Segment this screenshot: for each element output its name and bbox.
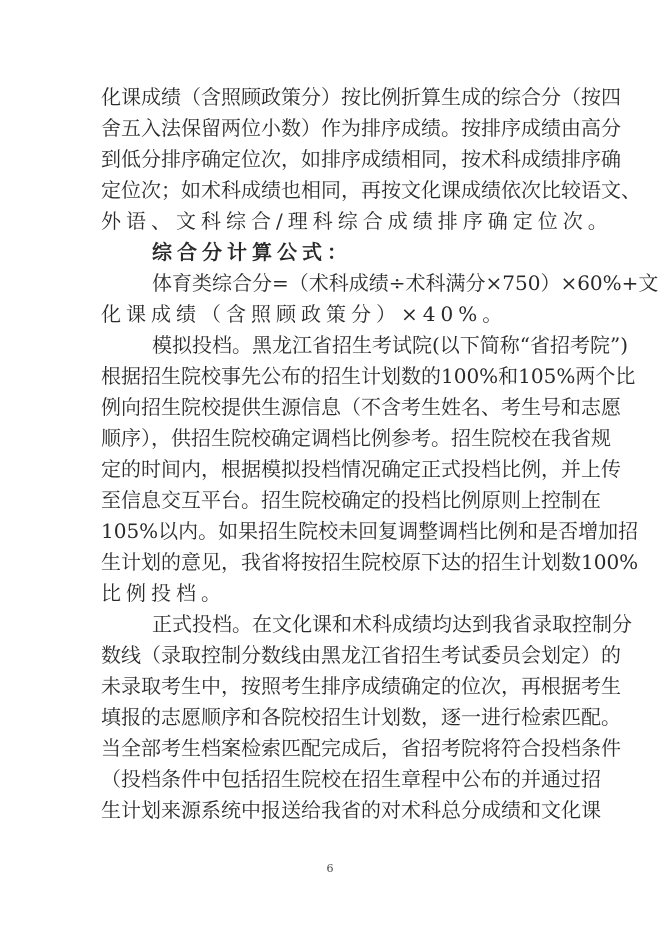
text-line: 根据招生院校事先公布的招生计划数的100%和105%两个比 bbox=[101, 364, 636, 388]
text-line: 定的时间内，根据模拟投档情况确定正式投档比例，并上传 bbox=[101, 457, 621, 481]
text-line: 未录取考生中，按照考生排序成绩确定的位次，再根据考生 bbox=[101, 674, 621, 698]
paragraph-ranking bbox=[101, 82, 641, 237]
text-line: 外语、文科综合/理科综合成绩排序确定位次。 bbox=[101, 209, 613, 233]
paragraph-formal-filing bbox=[101, 609, 632, 826]
text-line: 生计划来源系统中报送给我省的对术科总分成绩和文化课 bbox=[101, 798, 601, 822]
text-line: 化课成绩（含照顾政策分）按比例折算生成的综合分（按四 bbox=[101, 85, 621, 109]
document-body bbox=[101, 82, 659, 826]
text-line: 舍五入法保留两位小数）作为排序成绩。按排序成绩由高分 bbox=[101, 116, 621, 140]
text-line: 填报的志愿顺序和各院校招生计划数，逐一进行检索匹配。 bbox=[101, 705, 621, 729]
text-line: （投档条件中包括招生院校在招生章程中公布的并通过招 bbox=[101, 767, 601, 791]
page-number: 6 bbox=[326, 862, 334, 875]
text-line: 生计划的意见，我省将按招生院校原下达的招生计划数100% bbox=[101, 550, 639, 574]
text-line: 到低分排序确定位次，如排序成绩相同，按术科成绩排序确 bbox=[101, 147, 621, 171]
text-line: 例向招生院校提供生源信息（不含考生姓名、考生号和志愿 bbox=[101, 395, 621, 419]
text-line: 当全部考生档案检索匹配完成后，省招考院将符合投档条件 bbox=[101, 736, 621, 760]
text-line: 模拟投档。黑龙江省招生考试院(以下简称“省招考院”) bbox=[152, 333, 629, 357]
text-line: 105%以内。如果招生院校未回复调整调档比例和是否增加招 bbox=[101, 519, 639, 543]
paragraph-simulated-filing bbox=[101, 330, 639, 609]
text-line: 化课成绩（含照顾政策分）×40%。 bbox=[101, 302, 508, 326]
text-line: 体育类综合分=（术科成绩÷术科满分×750）×60%+文 bbox=[152, 271, 659, 295]
text-line: 数线（录取控制分数线由黑龙江省招生考试委员会划定）的 bbox=[101, 643, 621, 667]
text-line: 比例投档。 bbox=[101, 581, 226, 605]
text-line: 定位次；如术科成绩也相同，再按文化课成绩依次比较语文、 bbox=[101, 178, 641, 202]
text-line: 顺序），供招生院校确定调档比例参考。招生院校在我省规 bbox=[101, 426, 611, 450]
text-line: 正式投档。在文化课和术科成绩均达到我省录取控制分 bbox=[152, 612, 632, 636]
text-line: 至信息交互平台。招生院校确定的投档比例原则上控制在 bbox=[101, 488, 601, 512]
formula-heading: 综合分计算公式： bbox=[152, 240, 352, 264]
formula bbox=[101, 268, 659, 330]
